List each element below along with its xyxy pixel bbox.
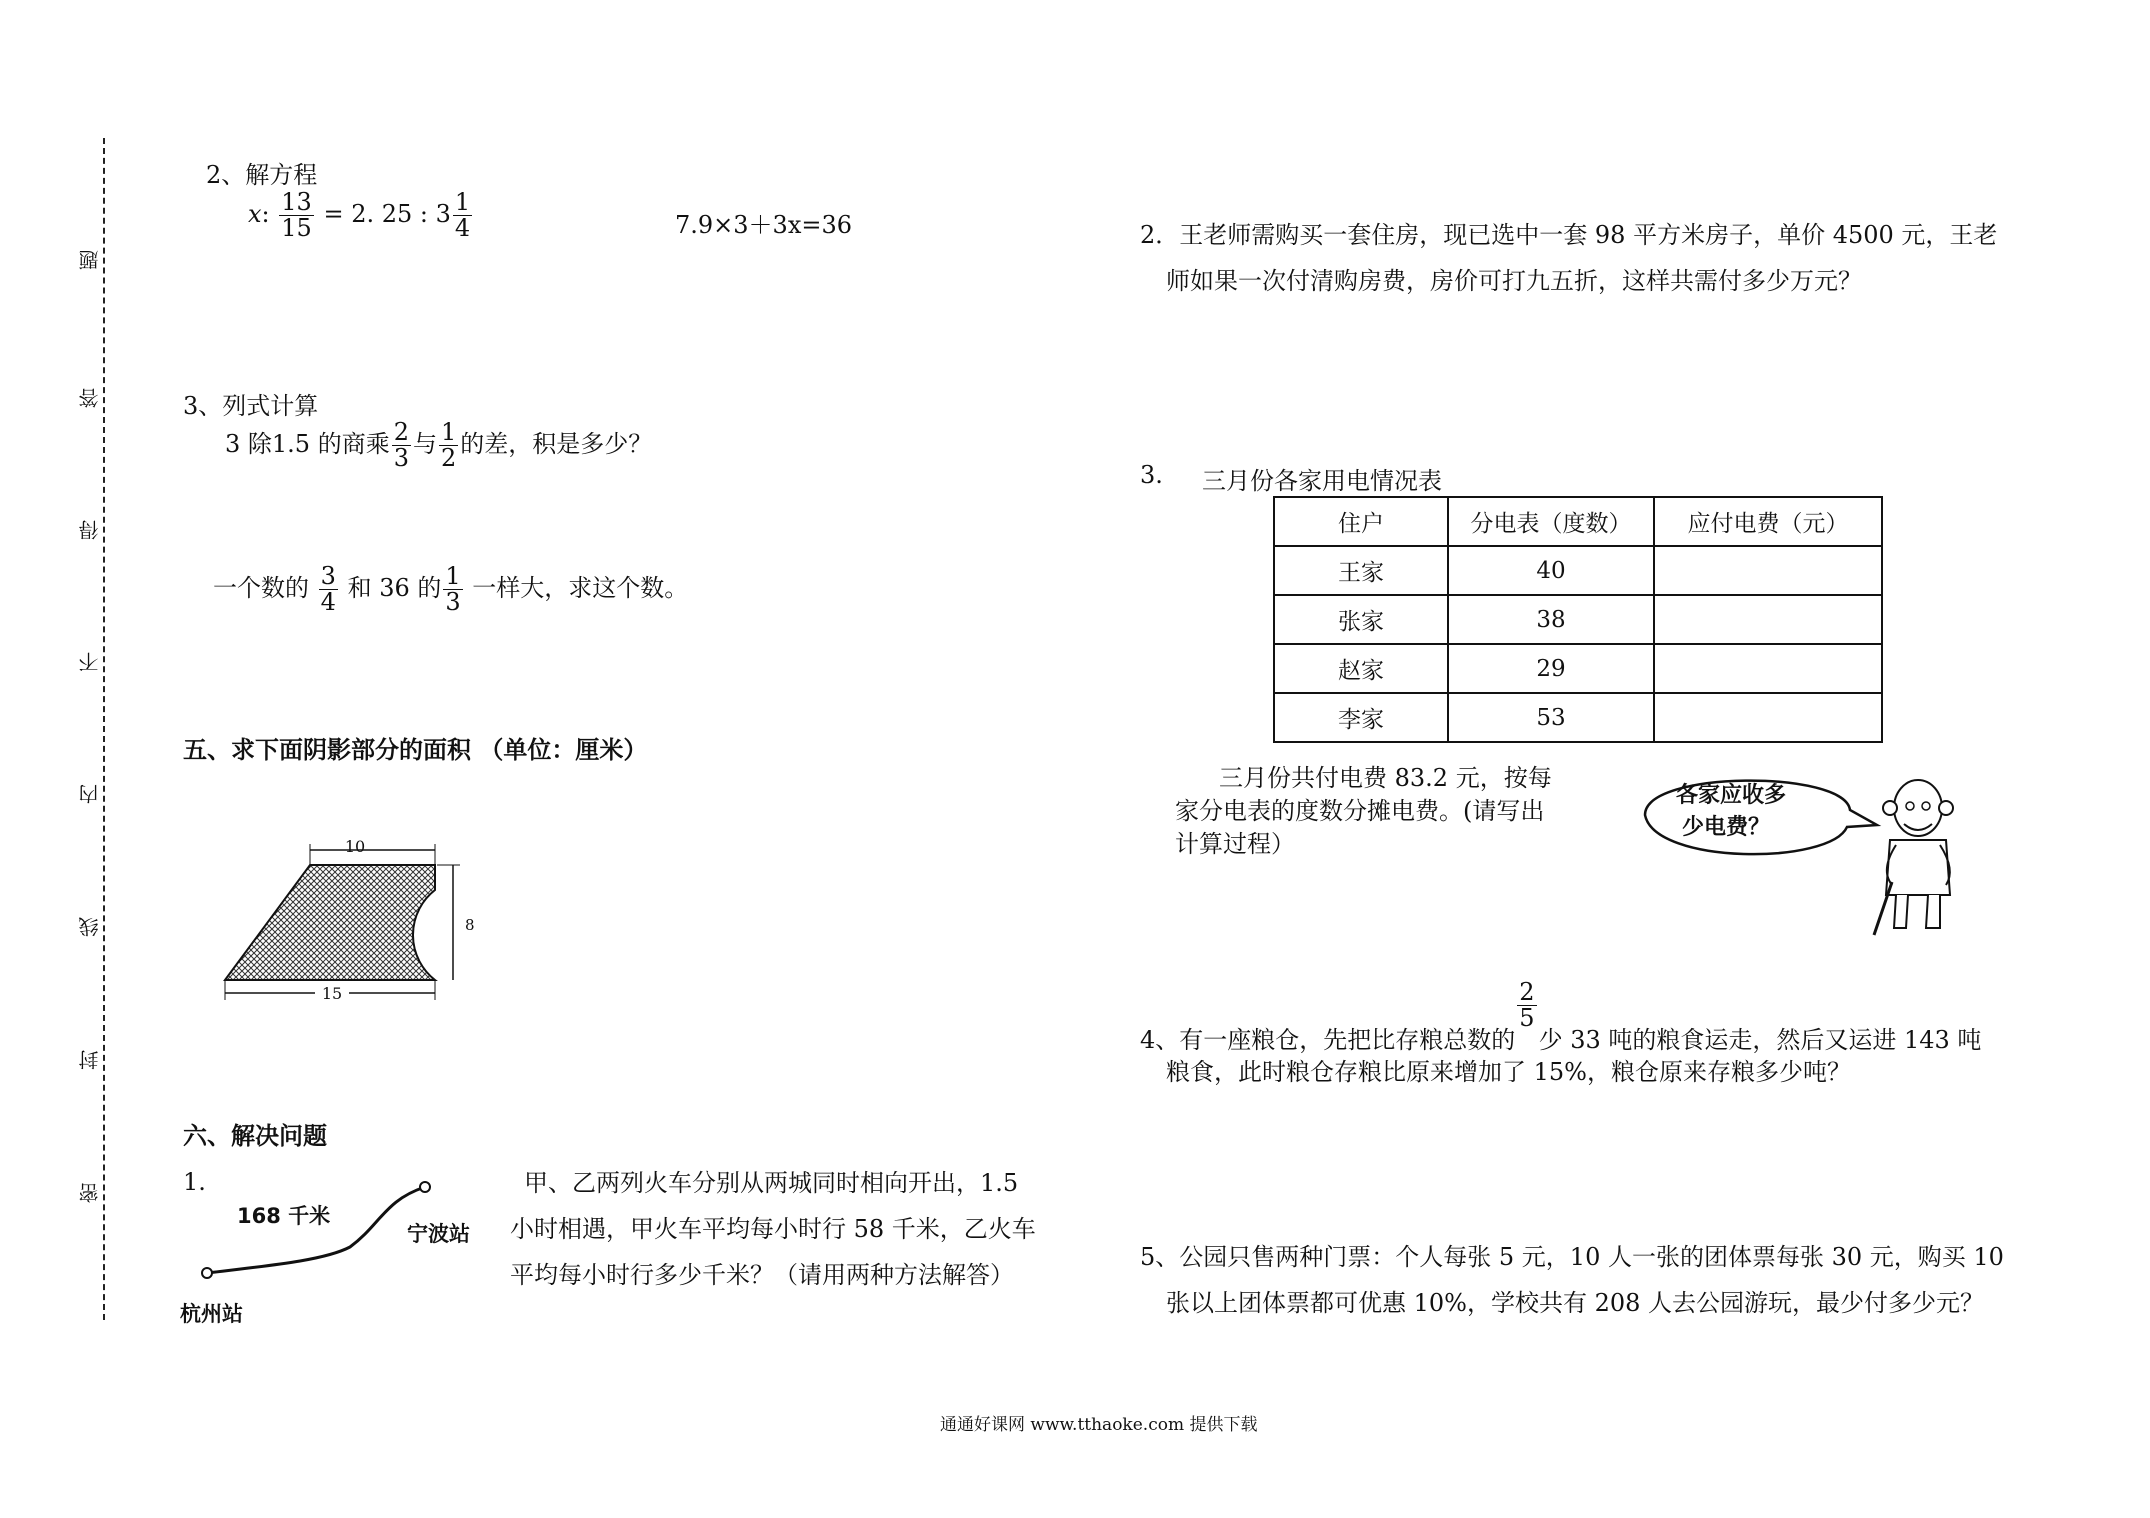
old-man-illustration [1860,770,1980,940]
text-line: 甲、乙两列火车分别从两城同时相向开出，1.5 [524,1169,1019,1197]
fraction: $\frac{2}{3}$ [393,418,409,473]
bubble-line: 各家应收多 [1676,783,1787,808]
table-cell [1654,644,1882,693]
table-row [1274,644,1882,693]
text-line: 计算过程） [1175,830,1295,858]
text-line: 家分电表的度数分摊电费。(请写出 [1175,797,1545,825]
dim-label-right: 8 [465,916,475,934]
table-title: 三月份各家用电情况表 [1202,467,1442,495]
fraction: $\frac{1}{4}$ [454,188,471,243]
margin-char: 题 [78,250,102,270]
right-question-3-number: 3. [1140,461,1163,489]
table-cell: 张家 [1274,595,1448,644]
shaded-region [225,865,435,980]
station-ningbo: 宁波站 [407,1222,470,1246]
section-5-title: 五、求下面阴影部分的面积 （单位：厘米） [183,736,648,764]
table-cell: 李家 [1274,693,1448,742]
dim-label-top: 10 [344,837,366,856]
q4-text-b: 少 33 吨的粮食运走，然后又运进 143 吨 [1538,1026,1982,1055]
table-header-cell: 分电表（度数） [1448,497,1654,546]
q4-text-a: 4、有一座粮仓，先把比存粮总数的 [1140,1026,1516,1055]
fraction: $\frac{1}{3}$ [445,562,461,617]
table-row [1274,595,1882,644]
question-2-title: 2、解方程 [206,161,318,189]
binding-line [103,138,105,1320]
question-3-title: 3、列式计算 [183,392,319,420]
question-3-line-2: 一个数的 $\frac{3}{4}$ 和 36 的 $\frac{1}{3}$ 一样大，求这个数。 [213,562,689,617]
bubble-line: 少电费？ [1682,815,1771,840]
section-6-title: 六、解决问题 [183,1122,327,1150]
table-cell: 王家 [1274,546,1448,595]
margin-char: 线 [78,917,102,937]
right-question-4-line-2: 粮食，此时粮仓存粮比原来增加了 15%，粮仓原来存粮多少吨？ [1166,1058,1851,1086]
margin-char: 不 [78,652,102,672]
electricity-table [1273,496,1883,743]
table-cell [1654,693,1882,742]
margin-char: 答 [78,388,102,408]
question-3-line-1: 3 除1.5 的商乘 $\frac{2}{3}$ 与 $\frac{1}{2}$ 的差，积是多少？ [225,418,653,473]
table-header-cell: 住户 [1274,497,1448,546]
bubble-text [1676,780,1786,844]
fraction: $\frac{2}{5}$ [1519,978,1535,1033]
text-line: 平均每小时行多少千米？（请用两种方法解答） [510,1261,1014,1289]
table-row [1274,693,1882,742]
dim-label-bottom: 15 [321,984,343,1003]
margin-char: 得 [78,520,102,540]
table-cell: 29 [1448,644,1654,693]
table-row [1274,546,1882,595]
equation-1 [248,190,474,241]
right-question-5 [1140,1234,2004,1326]
table-cell: 38 [1448,595,1654,644]
eq-rhs: = 2. 25 : 3 [323,200,451,229]
table-cell: 40 [1448,546,1654,595]
right-question-4 [1140,980,1981,1055]
eq-colon: : [261,200,270,229]
margin-char: 封 [78,1050,102,1070]
text-line: 张以上团体票都可优惠 10%，学校共有 208 人去公园游玩，最少付多少元？ [1166,1289,1985,1317]
station-dot [420,1182,430,1192]
fraction: $\frac{1}{2}$ [440,418,457,473]
table-cell: 53 [1448,693,1654,742]
table-cell [1654,546,1882,595]
text-line: 5、公园只售两种门票：个人每张 5 元，10 人一张的团体票每张 30 元，购买 10 [1140,1243,2004,1271]
text-line: 师如果一次付清购房费，房价可打九五折，这样共需付多少万元？ [1166,267,1862,295]
right-question-3-text [1175,762,1552,861]
table-cell: 赵家 [1274,644,1448,693]
fraction: $\frac{3}{4}$ [320,562,336,617]
right-question-2 [1140,212,1997,304]
footer-text: 通通好课网 www.tthaoke.com 提供下载 [940,1415,1258,1435]
table-header-cell: 应付电费（元） [1654,497,1882,546]
fraction: $\frac{13}{15}$ [281,188,312,243]
text-line: 小时相遇，甲火车平均每小时行 58 千米，乙火车 [510,1215,1036,1243]
station-dot [202,1268,212,1278]
margin-char: 内 [78,784,102,804]
distance-label: 168 千米 [237,1204,331,1228]
text-line: 2．王老师需购买一套住房，现已选中一套 98 平方米房子，单价 4500 元，王老 [1140,221,1998,249]
station-hangzhou: 杭州站 [180,1302,243,1326]
problem-number: 1. [183,1168,206,1196]
shaded-area-figure [215,830,495,1010]
problem-1-text [510,1160,1036,1298]
equation-2: 7.9×3＋3x=36 [675,211,852,239]
eq-var: x [248,200,262,229]
table-cell [1654,595,1882,644]
margin-char: 密 [78,1183,102,1203]
text-line: 三月份共付电费 83.2 元，按每 [1219,764,1552,792]
table-header-row [1274,497,1882,546]
